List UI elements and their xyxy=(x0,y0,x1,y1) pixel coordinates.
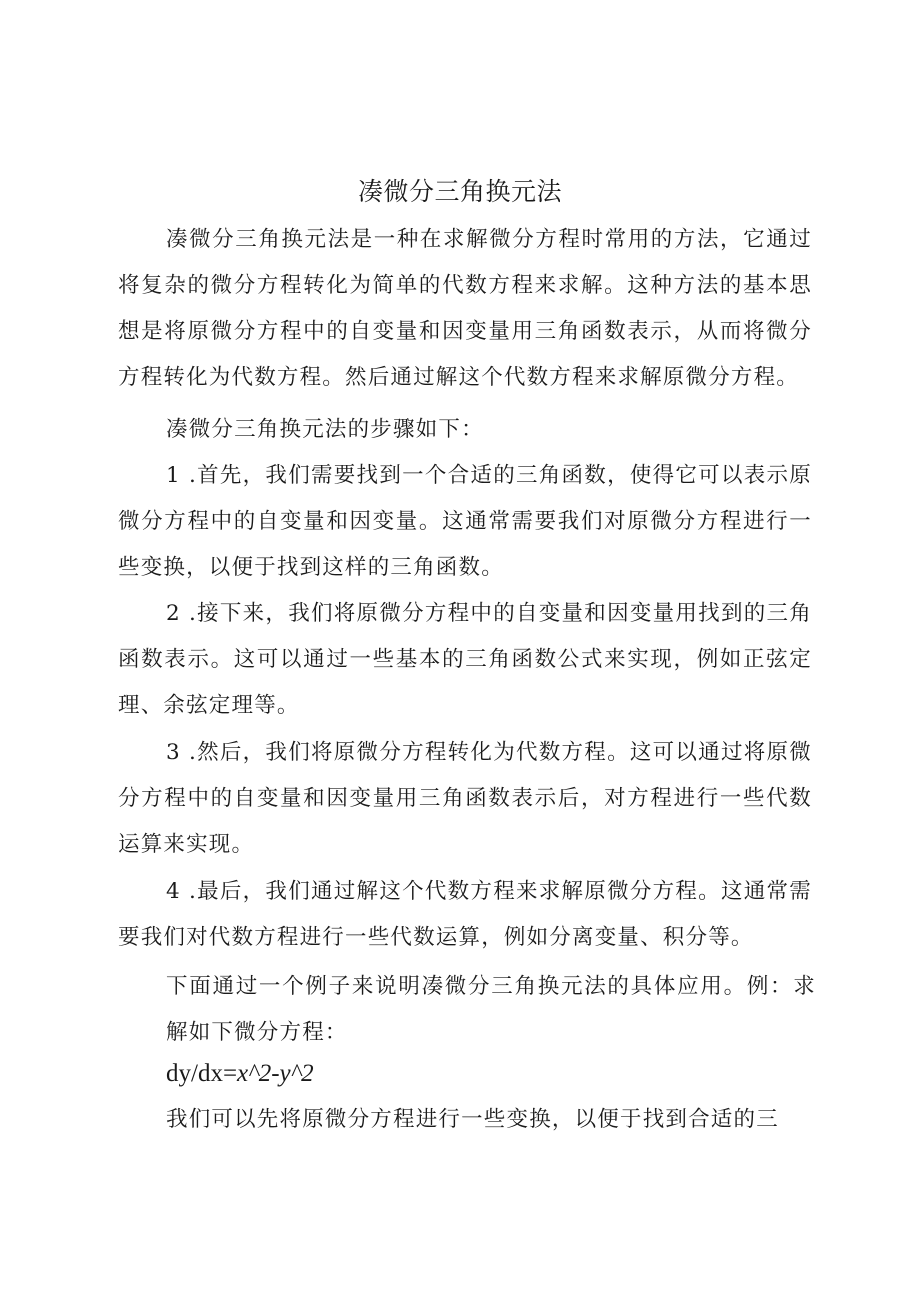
equation-rhs: x^2-y^2 xyxy=(237,1060,314,1087)
steps-heading: 凑微分三角换元法的步骤如下： xyxy=(166,417,484,442)
continuation-paragraph: 我们可以先将原微分方程进行一些变换，以便于找到合适的三 xyxy=(166,1107,779,1132)
intro-paragraph: 凑微分三角换元法是一种在求解微分方程时常用的方法，它通过将复杂的微分方程转化为简单的代数方程来求解。这种方法的基本思想是将原微分方程中的自变量和因变量用三角函数表示，从而将微分方程转化为代数方程。然后通过解这个代数方程来求解原微分方程。 xyxy=(118,227,812,390)
step-1-paragraph: 1 .首先，我们需要找到一个合适的三角函数，使得它可以表示原微分方程中的自变量和因变量。这通常需要我们对原微分方程进行一些变换，以便于找到这样的三角函数。 xyxy=(118,463,812,580)
equation-lhs: dy/dx= xyxy=(166,1060,238,1087)
equation xyxy=(166,1057,314,1091)
step-4-paragraph: 4 .最后，我们通过解这个代数方程来求解原微分方程。这通常需要我们对代数方程进行一些代数运算，例如分离变量、积分等。 xyxy=(118,879,812,950)
step-2-paragraph: 2 .接下来，我们将原微分方程中的自变量和因变量用找到的三角函数表示。这可以通过一些基本的三角函数公式来实现，例如正弦定理、余弦定理等。 xyxy=(118,601,812,718)
step-3-paragraph: 3 .然后，我们将原微分方程转化为代数方程。这可以通过将原微分方程中的自变量和因变量用三角函数表示后，对方程进行一些代数运算来实现。 xyxy=(118,740,812,857)
document-title: 凑微分三角换元法 xyxy=(357,177,562,206)
example-intro-paragraph: 下面通过一个例子来说明凑微分三角换元法的具体应用。例：求解如下微分方程： xyxy=(166,974,816,1045)
